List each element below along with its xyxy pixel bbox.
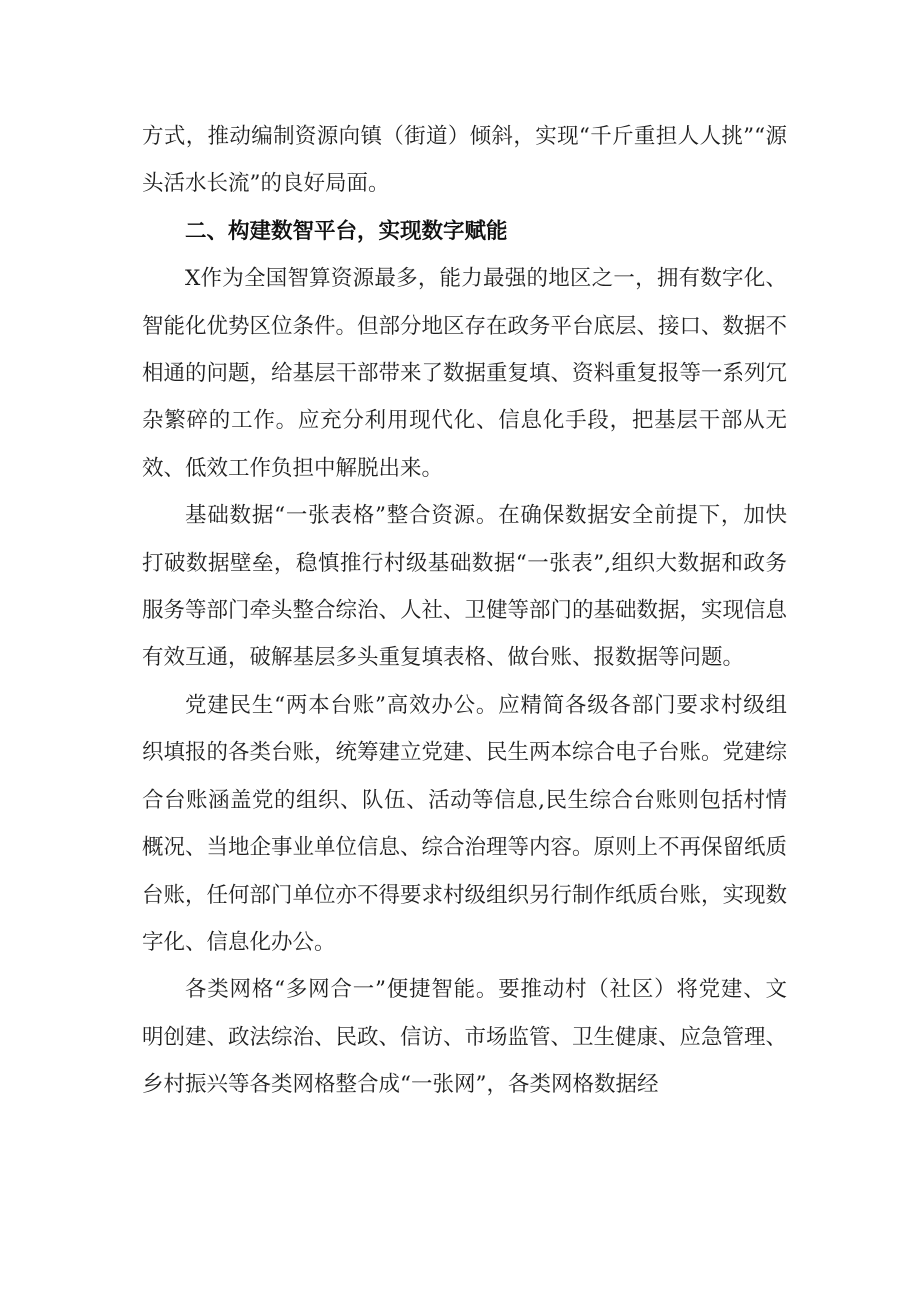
section-heading: 二、构建数智平台，实现数字赋能 [185, 218, 508, 244]
paragraph-two-ledgers: 党建民生“两本台账”高效办公。应精简各级各部门要求村级组织填报的各类台账，统筹建立党建、民生两本综合电子台账。党建综合台账涵盖党的组织、队伍、活动等信息,民生综合台账则包括村情概况、当地企事业单位信息、综合治理等内容。原则上不再保留纸质台账，任何部门单位亦不得要求村级组织另行制作纸质台账，实现数字化、信息化办公。 [142, 692, 788, 955]
document-body [142, 113, 787, 1109]
paragraph-one-table: 基础数据“一张表格”整合资源。在确保数据安全前提下，加快打破数据壁垒，稳慎推行村级基础数据“一张表”,组织大数据和政务服务等部门牵头整合综治、人社、卫健等部门的基础数据，实现信息有效互通，破解基层多头重复填表格、做台账、报数据等问题。 [142, 503, 788, 671]
paragraph-intro: X作为全国智算资源最多，能力最强的地区之一，拥有数字化、智能化优势区位条件。但部分地区存在政务平台底层、接口、数据不相通的问题，给基层干部带来了数据重复填、资料重复报等一系列冗杂繁碎的工作。应充分利用现代化、信息化手段，把基层干部从无效、低效工作负担中解脱出来。 [142, 266, 788, 481]
paragraph-continuation: 方式，推动编制资源向镇（街道）倾斜，实现“千斤重担人人挑”“源头活水长流”的良好局面。 [142, 124, 787, 197]
paragraph-multi-grid: 各类网格“多网合一”便捷智能。要推动村（社区）将党建、文明创建、政法综治、民政、信访、市场监管、卫生健康、应急管理、乡村振兴等各类网格整合成“一张网”，各类网格数据经 [142, 977, 788, 1098]
